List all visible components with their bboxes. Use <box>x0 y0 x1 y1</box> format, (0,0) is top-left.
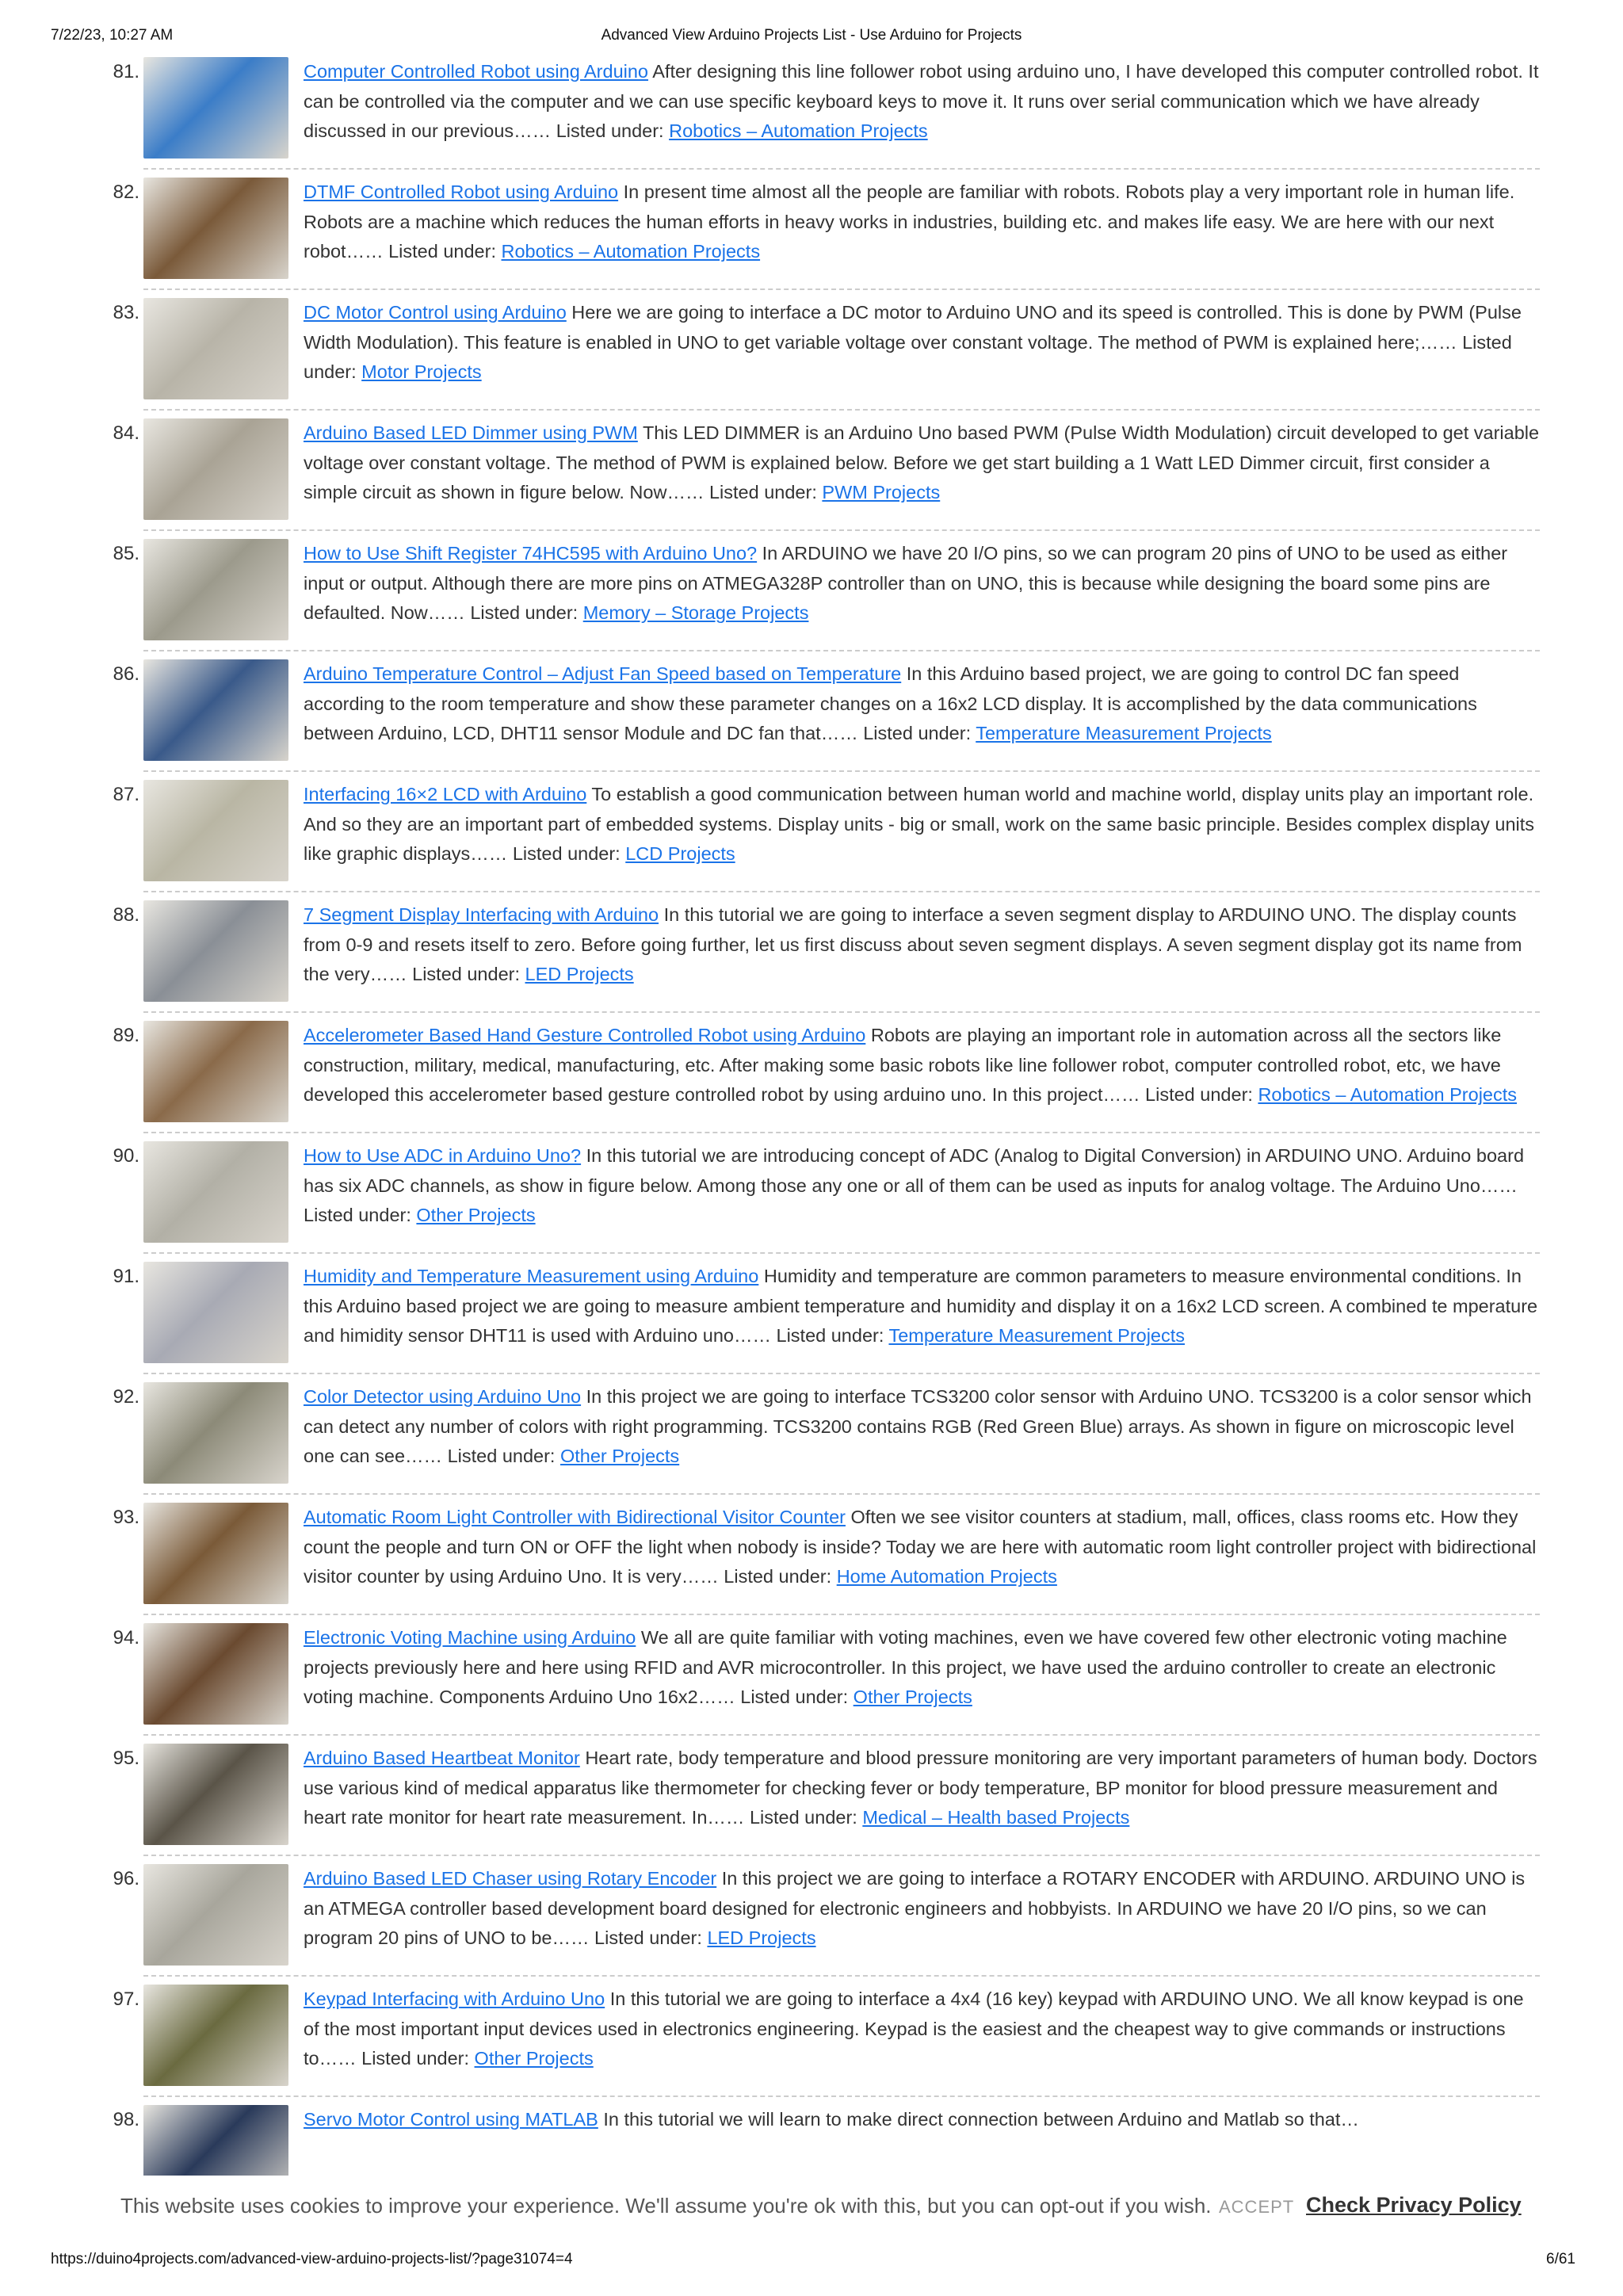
item-divider <box>143 1855 1540 1856</box>
category-link[interactable]: LED Projects <box>525 964 634 984</box>
project-description: Often we see visitor counters at stadium, mall, offices, class rooms etc. How they count the people and turn ON or OFF the light when nobody is inside? Today we are here with automatic room light controller project with bidirectional visitor counter by using Arduino Uno. It is very…… <box>304 1507 1537 1587</box>
list-item <box>0 539 1623 659</box>
project-thumbnail[interactable] <box>143 1623 288 1725</box>
category-link[interactable]: LED Projects <box>707 1927 816 1948</box>
list-item <box>0 1985 1623 2105</box>
item-number: 86. <box>113 663 139 685</box>
item-divider <box>143 1132 1540 1133</box>
project-thumbnail[interactable] <box>143 418 288 520</box>
project-description: Heart rate, body temperature and blood pressure monitoring are very important parameters of human body. Doctors use various kind of medical apparatus like thermometer for checking fever or body temperature, BP monitor for blood pressure measurement and heart rate monitor for heart rate measurement. In…… <box>304 1748 1537 1828</box>
item-number: 82. <box>113 181 139 203</box>
item-text <box>304 298 1540 388</box>
project-thumbnail[interactable] <box>143 1382 288 1484</box>
project-title-link[interactable]: How to Use Shift Register 74HC595 with Arduino Uno? <box>304 543 758 563</box>
privacy-policy-link[interactable]: Check Privacy Policy <box>1306 2193 1522 2217</box>
item-divider <box>143 2095 1540 2097</box>
page-number: 6/61 <box>1546 2251 1575 2267</box>
item-number: 91. <box>113 1266 139 1287</box>
project-thumbnail[interactable] <box>143 1744 288 1845</box>
item-divider <box>143 1493 1540 1495</box>
item-text <box>304 1864 1540 1954</box>
listed-under-label: Listed under: <box>740 1687 849 1707</box>
listed-under-label: Listed under: <box>304 1205 411 1225</box>
project-title-link[interactable]: How to Use ADC in Arduino Uno? <box>304 1145 582 1166</box>
item-text <box>304 1503 1540 1592</box>
item-divider <box>143 409 1540 411</box>
item-divider <box>143 1614 1540 1615</box>
item-text <box>304 1262 1540 1351</box>
project-title-link[interactable]: Color Detector using Arduino Uno <box>304 1386 582 1407</box>
project-description: After designing this line follower robot using arduino uno, I have developed this computer controlled robot. It can be controlled via the computer and we can use specific keyboard keys to move it. It runs over serial communication which we have already discussed in our previous…… <box>304 61 1539 141</box>
item-text <box>304 539 1540 628</box>
list-item <box>0 178 1623 298</box>
category-link[interactable]: PWM Projects <box>822 482 941 502</box>
project-title-link[interactable]: Arduino Based Heartbeat Monitor <box>304 1748 580 1768</box>
item-text <box>304 2105 1540 2135</box>
item-text <box>304 1623 1540 1713</box>
project-description: In present time almost all the people are familiar with robots. Robots play a very important role in human life. Robots are a machine which reduces the human efforts in heavy works in industries, building etc. and makes life easy. We are here with our next robot…… <box>304 181 1515 262</box>
item-number: 84. <box>113 422 139 444</box>
project-thumbnail[interactable] <box>143 1141 288 1243</box>
list-item <box>0 1864 1623 1985</box>
page-title: Advanced View Arduino Projects List - Use Arduino for Projects <box>601 27 1022 44</box>
category-link[interactable]: Medical – Health based Projects <box>862 1807 1130 1828</box>
item-divider <box>143 1975 1540 1977</box>
item-text <box>304 57 1540 147</box>
project-thumbnail[interactable] <box>143 1985 288 2086</box>
item-divider <box>143 650 1540 651</box>
category-link[interactable]: LCD Projects <box>625 843 735 864</box>
category-link[interactable]: Home Automation Projects <box>836 1566 1057 1587</box>
project-title-link[interactable]: Humidity and Temperature Measurement using Arduino <box>304 1266 759 1286</box>
project-description: In this tutorial we are going to interface a 4x4 (16 key) keypad with ARDUINO UNO. We all know keypad is one of the most important input devices used in electronics engineering. Keypad is the easiest and the cheapest way to give commands or instructions to…… <box>304 1988 1524 2069</box>
list-item <box>0 418 1623 539</box>
project-description: Here we are going to interface a DC motor to Arduino UNO and its speed is controlled. This is done by PWM (Pulse Width Modulation). This feature is enabled in UNO to get variable voltage over constant voltage. The method of PWM is explained here;…… <box>304 302 1522 353</box>
item-divider <box>143 1734 1540 1736</box>
listed-under-label: Listed under: <box>1145 1084 1253 1105</box>
project-thumbnail[interactable] <box>143 298 288 399</box>
item-number: 88. <box>113 904 139 926</box>
project-thumbnail[interactable] <box>143 539 288 640</box>
list-item <box>0 1141 1623 1262</box>
category-link[interactable]: Memory – Storage Projects <box>582 602 809 623</box>
listed-under-label: Listed under: <box>776 1325 884 1346</box>
list-item <box>0 1623 1623 1744</box>
item-number: 97. <box>113 1988 139 2010</box>
print-date: 7/22/23, 10:27 AM <box>51 27 174 44</box>
project-thumbnail[interactable] <box>143 57 288 159</box>
item-divider <box>143 891 1540 892</box>
item-number: 92. <box>113 1386 139 1408</box>
item-text <box>304 900 1540 990</box>
listed-under-label: Listed under: <box>512 843 621 864</box>
project-thumbnail[interactable] <box>143 1262 288 1363</box>
item-text <box>304 1985 1540 2074</box>
item-text <box>304 1141 1540 1231</box>
cookie-banner <box>0 2176 1623 2239</box>
item-divider <box>143 1373 1540 1374</box>
project-title-link[interactable]: DTMF Controlled Robot using Arduino <box>304 181 619 202</box>
project-thumbnail[interactable] <box>143 178 288 279</box>
category-link[interactable]: Other Projects <box>559 1446 680 1466</box>
project-title-link[interactable]: Keypad Interfacing with Arduino Uno <box>304 1988 605 2009</box>
footer-url: https://duino4projects.com/advanced-view-arduino-projects-list/?page31074=4 <box>51 2251 573 2267</box>
project-title-link[interactable]: Servo Motor Control using MATLAB <box>304 2109 598 2130</box>
project-description: To establish a good communication between human world and machine world, display units play an important role. And so they are an important part of embedded systems. Display units - big or small, work on the same basic principle. Besides complex display units like graphic displays…… <box>304 784 1535 864</box>
project-title-link[interactable]: 7 Segment Display Interfacing with Arduino <box>304 904 659 925</box>
project-title-link[interactable]: Computer Controlled Robot using Arduino <box>304 61 649 82</box>
listed-under-label: Listed under: <box>556 120 664 141</box>
category-link[interactable]: Other Projects <box>474 2048 594 2069</box>
project-description: In this project we are going to interface a ROTARY ENCODER with ARDUINO. ARDUINO UNO is an ATMEGA controller based development board designed for electronic engineers and hobbyists. In ARDUINO we have 20 I/O pins, so we can program 20 pins of UNO to be…… <box>304 1868 1526 1948</box>
project-description: In this tutorial we will learn to make direct connection between Arduino and Matlab so that… <box>603 2109 1359 2130</box>
project-description: In this tutorial we are going to interface a seven segment display to ARDUINO UNO. The display counts from 0-9 and resets itself to zero. Before going further, let us first discuss about seven segment displays. A seven segment display got its name from the very…… <box>304 904 1522 984</box>
project-thumbnail[interactable] <box>143 780 288 881</box>
project-title-link[interactable]: Automatic Room Light Controller with Bidirectional Visitor Counter <box>304 1507 846 1527</box>
item-number: 95. <box>113 1748 139 1769</box>
item-number: 94. <box>113 1627 139 1648</box>
project-description: In ARDUINO we have 20 I/O pins, so we can program 20 pins of UNO to be used as either input or output. Although there are more pins on ATMEGA328P controller than on UNO, this is because while designing the board some pins are defaulted. Now…… <box>304 543 1508 623</box>
item-number: 90. <box>113 1145 139 1167</box>
listed-under-label: Listed under: <box>388 241 496 262</box>
item-number: 93. <box>113 1507 139 1528</box>
project-thumbnail[interactable] <box>143 659 288 761</box>
project-title-link[interactable]: Electronic Voting Machine using Arduino <box>304 1627 636 1648</box>
project-thumbnail[interactable] <box>143 1503 288 1604</box>
list-item <box>0 780 1623 900</box>
category-link[interactable]: Other Projects <box>416 1205 536 1225</box>
listed-under-label: Listed under: <box>724 1566 832 1587</box>
category-link[interactable]: Temperature Measurement Projects <box>888 1325 1186 1346</box>
category-link[interactable]: Temperature Measurement Projects <box>976 723 1272 743</box>
listed-under-label: Listed under: <box>361 2048 470 2069</box>
item-text <box>304 1382 1540 1472</box>
item-divider <box>143 529 1540 531</box>
project-list <box>0 57 1623 2225</box>
project-description: In this Arduino based project, we are going to control DC fan speed according to the room temperature and show these parameter changes on a 16x2 LCD display. It is accomplished by the data communications between Arduino, LCD, DHT11 sensor Module and DC fan that…… <box>304 663 1477 743</box>
list-item <box>0 900 1623 1021</box>
list-item <box>0 1262 1623 1382</box>
listed-under-label: Listed under: <box>708 482 817 502</box>
list-item <box>0 1021 1623 1141</box>
listed-under-label: Listed under: <box>470 602 579 623</box>
project-title-link[interactable]: Accelerometer Based Hand Gesture Controlled Robot using Arduino <box>304 1025 866 1045</box>
category-link[interactable]: Motor Projects <box>361 361 482 382</box>
project-description: We all are quite familiar with voting machines, even we have covered few other electronic voting machine projects previously here and here using RFID and AVR microcontroller. In this project, we have used the arduino controller to create an electronic voting machine. Components Arduino Uno 16x2…… <box>304 1627 1507 1707</box>
list-item <box>0 1744 1623 1864</box>
item-number: 83. <box>113 302 139 323</box>
item-text <box>304 178 1540 267</box>
list-item <box>0 298 1623 418</box>
item-text <box>304 1021 1540 1110</box>
item-number: 98. <box>113 2109 139 2130</box>
list-item <box>0 659 1623 780</box>
item-text <box>304 1744 1540 1833</box>
listed-under-label: Listed under: <box>594 1927 702 1948</box>
item-text <box>304 780 1540 869</box>
item-divider <box>143 168 1540 170</box>
listed-under-label: Listed under: <box>304 331 1512 382</box>
cookie-message: This website uses cookies to improve your experience. We'll assume you're ok with this, but you can opt-out if you wish. <box>120 2194 1212 2218</box>
category-link[interactable]: Other Projects <box>853 1687 972 1707</box>
project-thumbnail[interactable] <box>143 1864 288 1966</box>
item-number: 96. <box>113 1868 139 1889</box>
listed-under-label: Listed under: <box>863 723 972 743</box>
project-description: Humidity and temperature are common parameters to measure environmental conditions. In this Arduino based project we are going to measure ambient temperature and humidity and display it on a 16x2 LCD screen. A combined te mperature and himidity sensor DHT11 is used with Arduino uno…… <box>304 1266 1538 1346</box>
list-item <box>0 57 1623 178</box>
item-number: 85. <box>113 543 139 564</box>
project-description: Robots are playing an important role in automation across all the sectors like construction, military, medical, manufacturing, etc. After making some basic robots like line follower robot, computer controlled robot, etc, we have developed this accelerometer based gesture controlled robot by using arduino uno. In this project…… <box>304 1025 1502 1105</box>
item-text <box>304 418 1540 508</box>
accept-button[interactable]: ACCEPT <box>1219 2197 1295 2217</box>
item-divider <box>143 1011 1540 1013</box>
item-number: 89. <box>113 1025 139 1046</box>
project-title-link[interactable]: Interfacing 16×2 LCD with Arduino <box>304 784 587 804</box>
listed-under-label: Listed under: <box>447 1446 556 1466</box>
item-number: 81. <box>113 61 139 82</box>
project-title-link[interactable]: Arduino Based LED Chaser using Rotary Encoder <box>304 1868 717 1889</box>
project-description: This LED DIMMER is an Arduino Uno based PWM (Pulse Width Modulation) circuit developed to get variable voltage over constant voltage. The method of PWM is explained below. Before we get start building a 1 Watt LED Dimmer circuit, first consider a simple circuit as shown in figure below. Now…… <box>304 422 1540 502</box>
category-link[interactable]: Robotics – Automation Projects <box>1258 1084 1518 1105</box>
item-text <box>304 659 1540 749</box>
project-thumbnail[interactable] <box>143 1021 288 1122</box>
project-thumbnail[interactable] <box>143 900 288 1002</box>
category-link[interactable]: Robotics – Automation Projects <box>669 120 928 141</box>
category-link[interactable]: Robotics – Automation Projects <box>501 241 761 262</box>
project-title-link[interactable]: DC Motor Control using Arduino <box>304 302 567 323</box>
item-number: 87. <box>113 784 139 805</box>
item-divider <box>143 288 1540 290</box>
list-item <box>0 1382 1623 1503</box>
listed-under-label: Listed under: <box>412 964 520 984</box>
item-divider <box>143 1252 1540 1254</box>
listed-under-label: Listed under: <box>749 1807 857 1828</box>
project-title-link[interactable]: Arduino Based LED Dimmer using PWM <box>304 422 638 443</box>
project-description: In this tutorial we are introducing concept of ADC (Analog to Digital Conversion) in ARDUINO UNO. Arduino board has six ADC channels, as show in figure below. Among those any one or all of them can be used as inputs for analog voltage. The Arduino Uno…… <box>304 1145 1525 1196</box>
list-item <box>0 1503 1623 1623</box>
project-description: In this project we are going to interface TCS3200 color sensor with Arduino UNO. TCS3200 is a color sensor which can detect any number of colors with right programming. TCS3200 contains RGB (Red Green Blue) arrays. As shown in figure on microscopic level one can see…… <box>304 1386 1532 1466</box>
item-divider <box>143 770 1540 772</box>
project-title-link[interactable]: Arduino Temperature Control – Adjust Fan Speed based on Temperature <box>304 663 902 684</box>
